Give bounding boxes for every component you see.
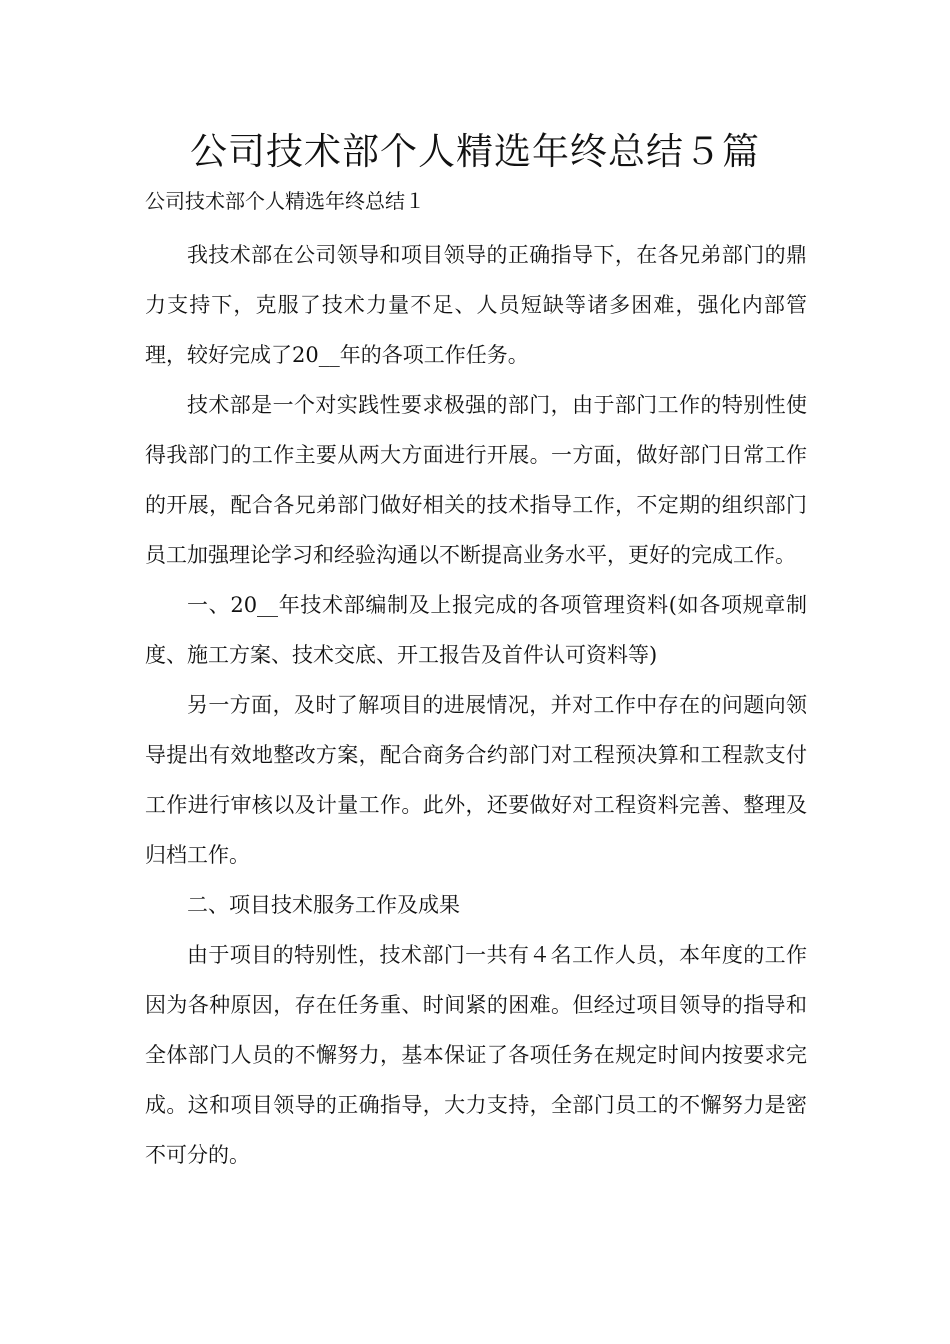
paragraph-6: 由于项目的特别性，技术部门一共有４名工作人员，本年度的工作因为各种原因，存在任务重、时间紧的困难。但经过项目领导的指导和全体部门人员的不懈努力，基本保证了各项任务在规定时间内按要求完成。这和项目领导的正确指导，大力支持，全部门员工的不懈努力是密不可分的。	[145, 943, 807, 1167]
document-title: 公司技术部个人精选年终总结５篇	[190, 130, 760, 173]
paragraph-1: 我技术部在公司领导和项目领导的正确指导下，在各兄弟部门的鼎力支持下，克服了技术力量不足、人员短缺等诸多困难，强化内部管理，较好完成了20__年的各项工作任务。	[145, 243, 807, 367]
document-body	[145, 230, 807, 1180]
paragraph-3: 一、20__年技术部编制及上报完成的各项管理资料(如各项规章制度、施工方案、技术交底、开工报告及首件认可资料等)	[145, 593, 807, 667]
section-heading: 公司技术部个人精选年终总结１	[145, 189, 425, 213]
paragraph-2: 技术部是一个对实践性要求极强的部门，由于部门工作的特别性使得我部门的工作主要从两大方面进行开展。一方面，做好部门日常工作的开展，配合各兄弟部门做好相关的技术指导工作，不定期的组织部门员工加强理论学习和经验沟通以不断提高业务水平，更好的完成工作。	[145, 393, 807, 567]
paragraph-4: 另一方面，及时了解项目的进展情况，并对工作中存在的问题向领导提出有效地整改方案，配合商务合约部门对工程预决算和工程款支付工作进行审核以及计量工作。此外，还要做好对工程资料完善、整理及归档工作。	[145, 693, 807, 867]
paragraph-5: 二、项目技术服务工作及成果	[187, 893, 460, 917]
